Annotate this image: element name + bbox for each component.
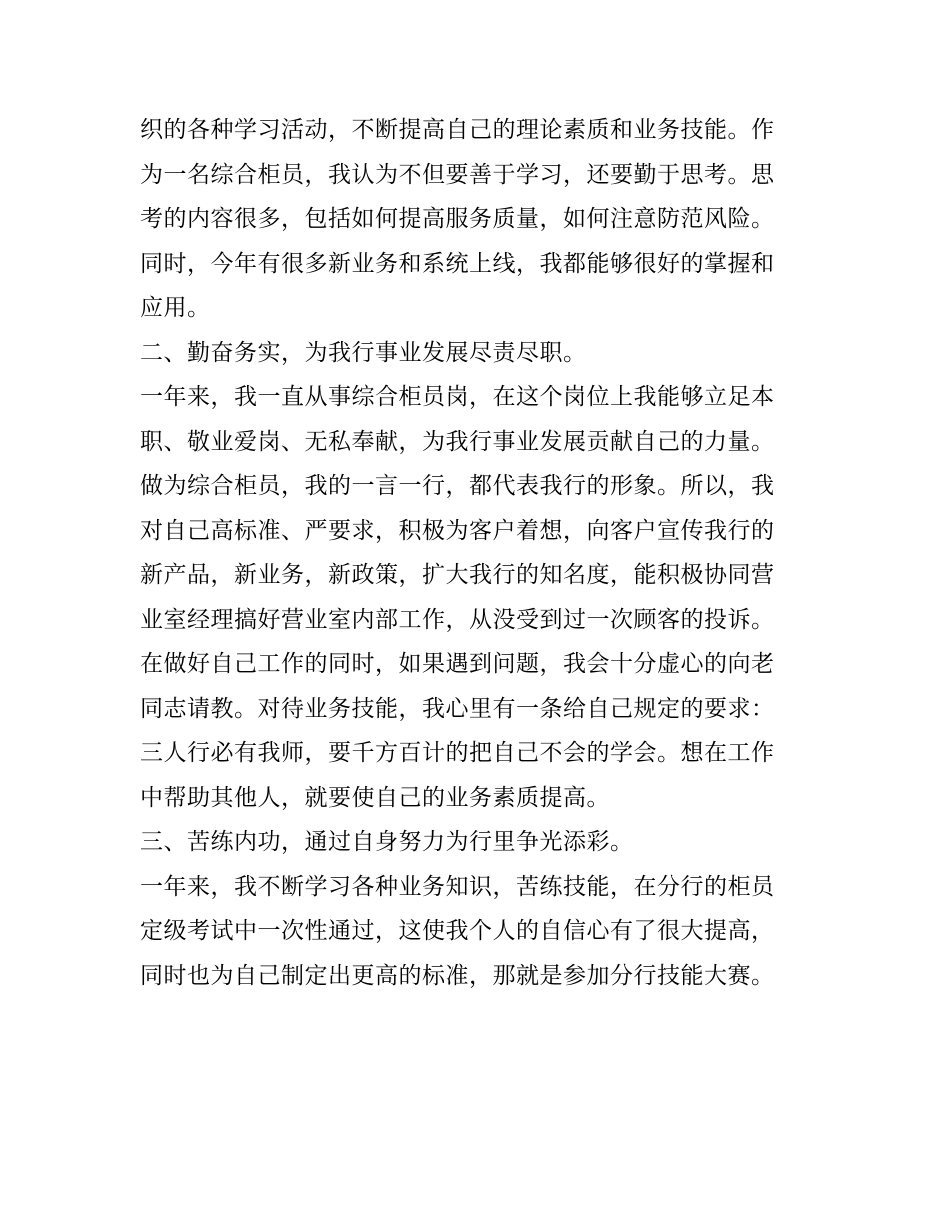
text-line: 在做好自己工作的同时，如果遇到问题，我会十分虚心的向老 — [140, 651, 775, 677]
text-line: 应用。 — [140, 295, 211, 321]
text-line: 考的内容很多，包括如何提高服务质量，如何注意防范风险。 — [140, 206, 775, 232]
text-line: 同时，今年有很多新业务和系统上线，我都能够很好的掌握和 — [140, 250, 775, 277]
text-line: 定级考试中一次性通过，这使我个人的自信心有了很大提高， — [140, 918, 775, 944]
text-line: 中帮助其他人，就要使自己的业务素质提高。 — [140, 784, 610, 811]
text-line: 三人行必有我师，要千方百计的把自己不会的学会。想在工作 — [140, 740, 775, 766]
text-line: 同时也为自己制定出更高的标准，那就是参加分行技能大赛。 — [140, 962, 775, 989]
text-line: 新产品，新业务，新政策，扩大我行的知名度，能积极协同营 — [140, 562, 775, 588]
text-line: 为一名综合柜员，我认为不但要善于学习，还要勤于思考。思 — [140, 161, 775, 188]
text-line: 业室经理搞好营业室内部工作，从没受到过一次顾客的投诉。 — [140, 606, 775, 633]
text-line: 对自己高标准、严要求，积极为客户着想，向客户宣传我行的 — [140, 517, 775, 544]
text-line: 一年来，我一直从事综合柜员岗，在这个岗位上我能够立足本 — [140, 384, 775, 410]
document-body — [140, 108, 820, 998]
text-line: 职、敬业爱岗、无私奉献，为我行事业发展贡献自己的力量。 — [140, 428, 775, 455]
text-line: 织的各种学习活动，不断提高自己的理论素质和业务技能。作 — [140, 117, 775, 143]
text-line: 做为综合柜员，我的一言一行，都代表我行的形象。所以，我 — [140, 473, 775, 499]
section-heading-3: 三、苦练内功，通过自身努力为行里争光添彩。 — [140, 829, 634, 855]
section-heading-2: 二、勤奋务实，为我行事业发展尽责尽职。 — [140, 339, 587, 366]
text-line: 同志请教。对待业务技能，我心里有一条给自己规定的要求： — [140, 695, 775, 722]
text-line: 一年来，我不断学习各种业务知识，苦练技能，在分行的柜员 — [140, 873, 775, 900]
